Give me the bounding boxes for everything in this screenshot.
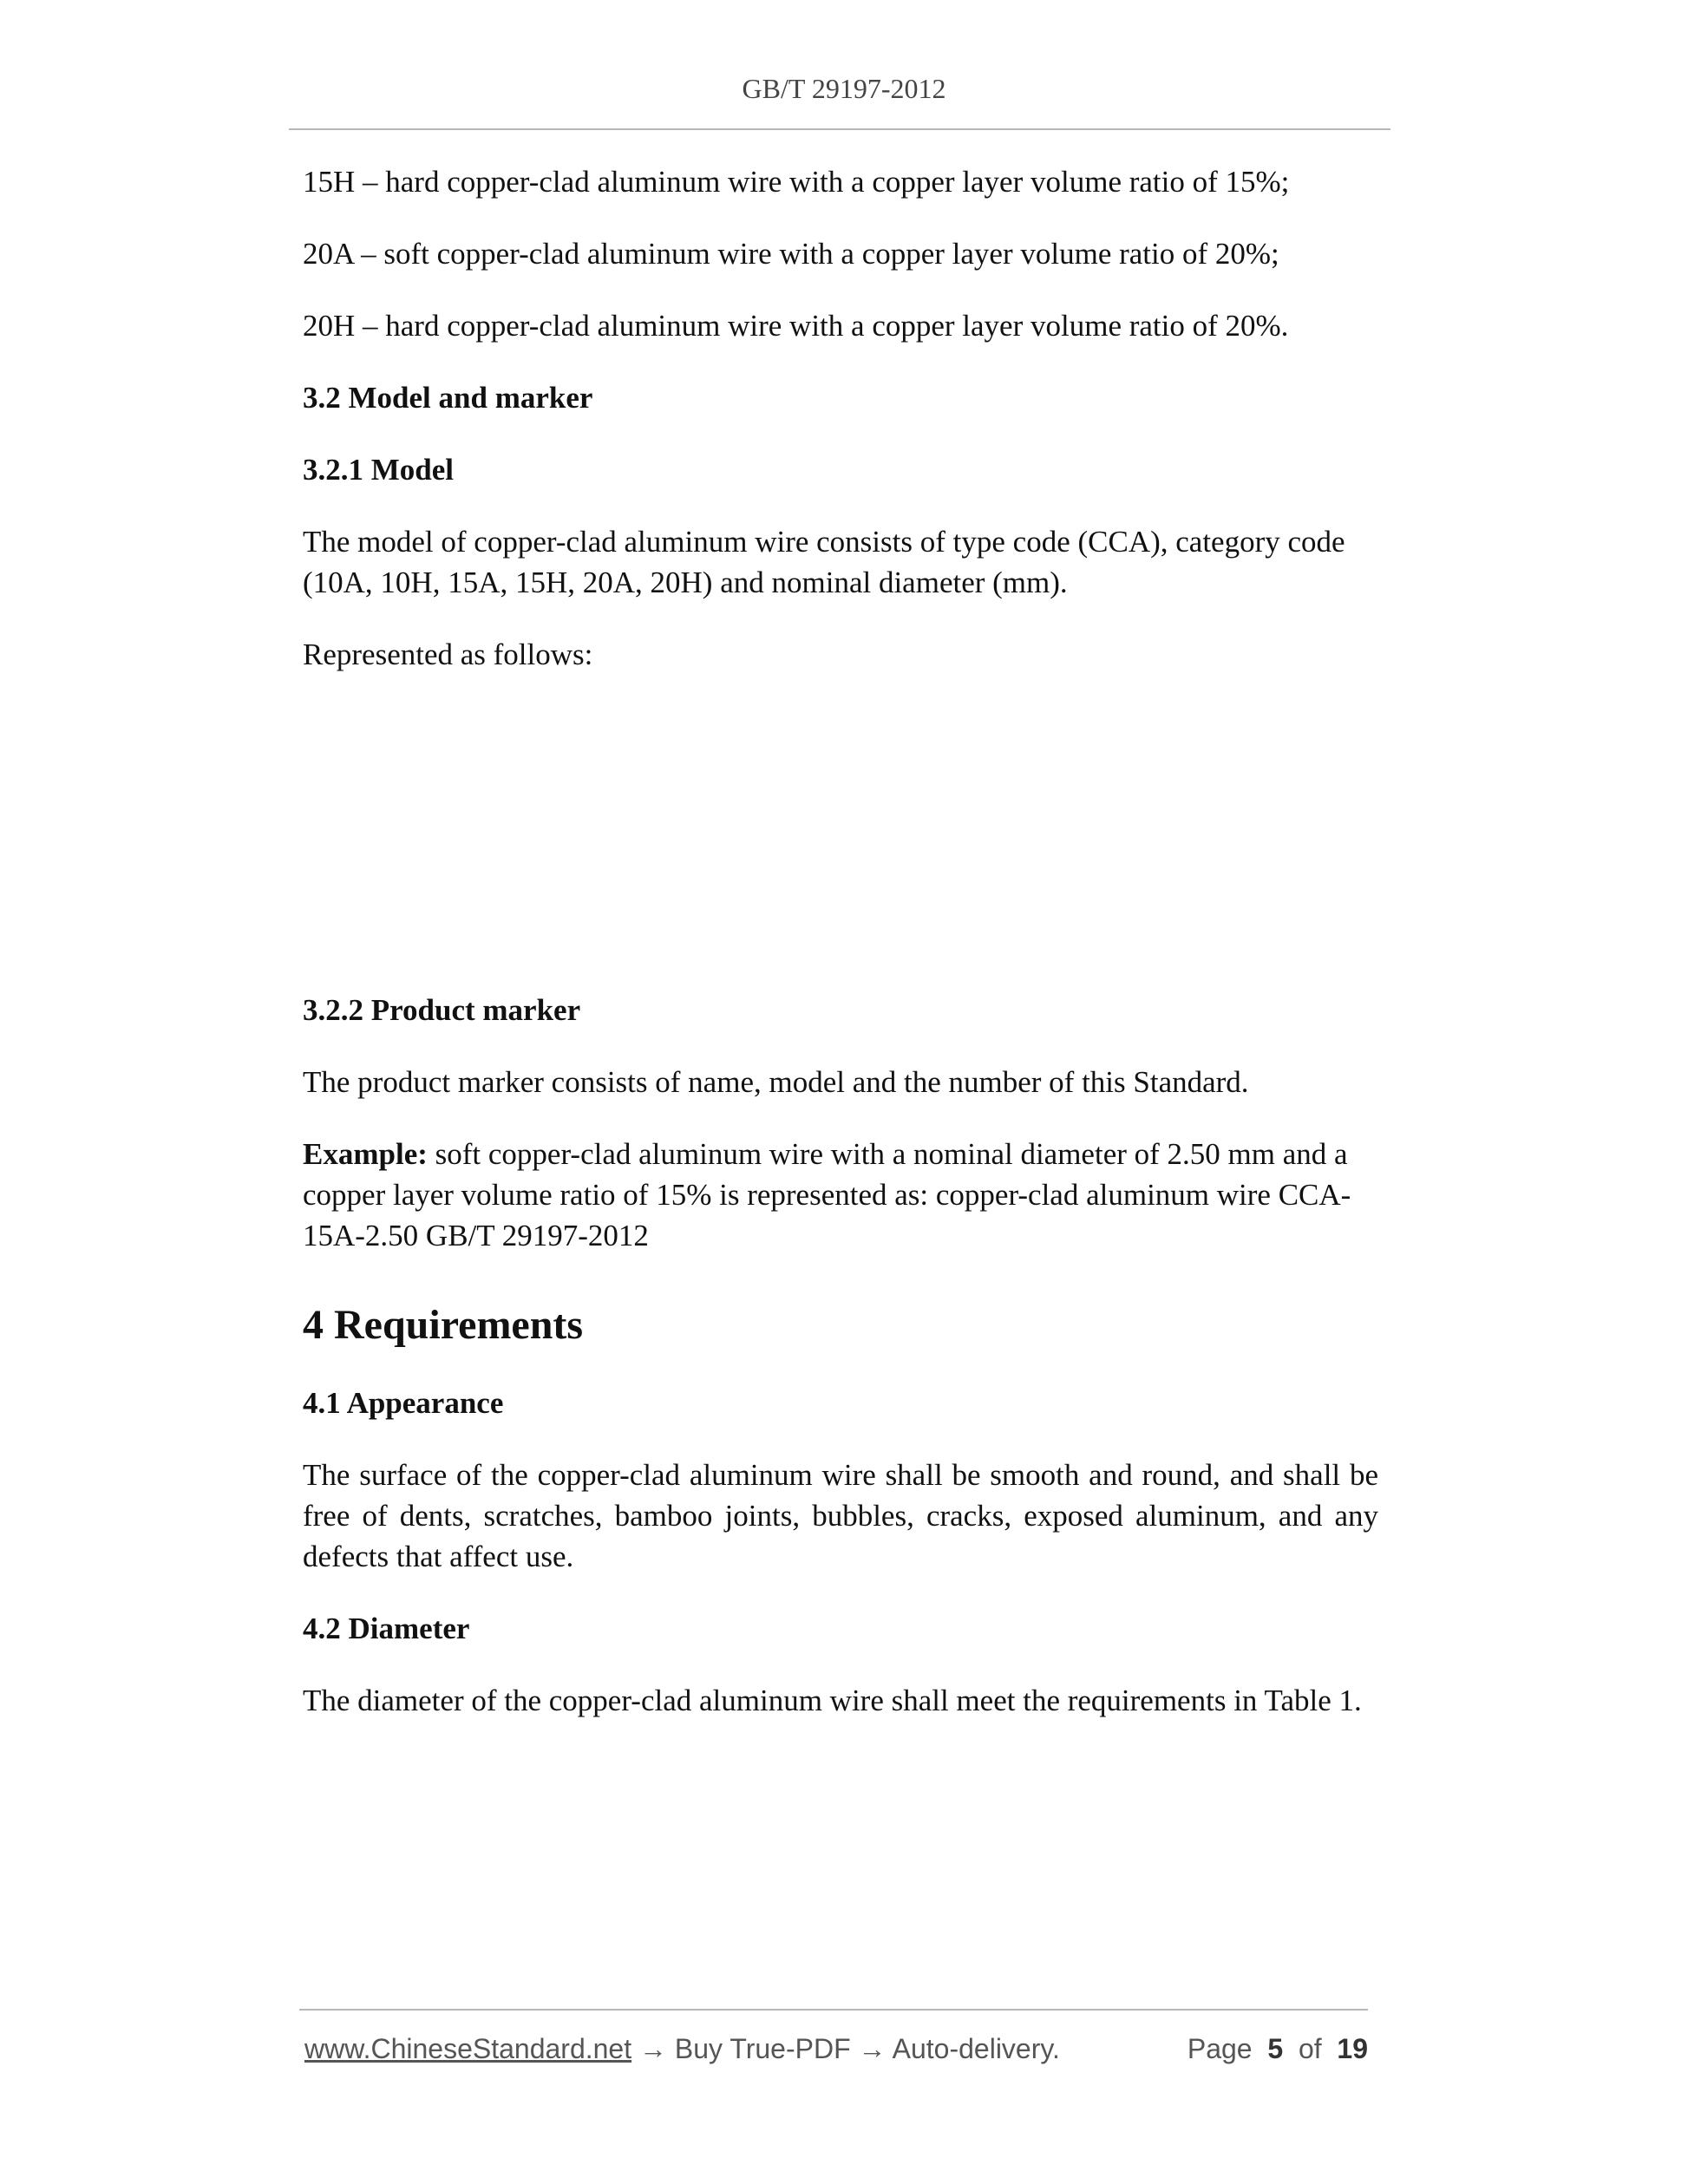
category-20a-line: 20A – soft copper-clad aluminum wire with a copper layer volume ratio of 20%; — [303, 237, 1279, 271]
represented-paragraph: Represented as follows: — [303, 638, 593, 671]
model-paragraph: The model of copper-clad aluminum wire consists of type code (CCA), category code (10A, 10H, 15A, 15H, 20A, 20H) and nominal diameter (mm). — [303, 525, 1345, 599]
footer-promo — [304, 2030, 1060, 2068]
section-heading-4-1: 4.1 Appearance — [303, 1386, 504, 1420]
diameter-paragraph: The diameter of the copper-clad aluminum wire shall meet the requirements in Table 1. — [303, 1684, 1362, 1717]
running-header: GB/T 29197-2012 — [742, 73, 946, 104]
section-heading-3-2-2: 3.2.2 Product marker — [303, 993, 581, 1027]
category-20h-line: 20H – hard copper-clad aluminum wire with a copper layer volume ratio of 20%. — [303, 309, 1289, 343]
example-label: Example: — [303, 1137, 428, 1171]
page-content — [303, 161, 1378, 1752]
section-heading-4-2: 4.2 Diameter — [303, 1612, 470, 1645]
website-link[interactable]: www.ChineseStandard.net — [304, 2033, 632, 2064]
section-heading-3-2-1: 3.2.1 Model — [303, 453, 455, 487]
section-heading-3-2: 3.2 Model and marker — [303, 381, 593, 415]
example-paragraph — [303, 1134, 1378, 1256]
page-footer — [304, 2030, 1368, 2068]
category-15h-line: 15H – hard copper-clad aluminum wire with a copper layer volume ratio of 15%; — [303, 165, 1290, 199]
example-text: soft copper-clad aluminum wire with a nominal diameter of 2.50 mm and a copper layer volume ratio of 15% is represented as: copper-clad aluminum wire CCA-15A-2.50 GB/T 29197-2012 — [303, 1137, 1351, 1252]
page-total: 19 — [1337, 2033, 1368, 2064]
footer-divider — [299, 2009, 1368, 2011]
marker-paragraph: The product marker consists of name, model and the number of this Standard. — [303, 1065, 1249, 1099]
of-label: of — [1298, 2033, 1322, 2064]
model-figure-placeholder — [303, 706, 1378, 990]
footer-promo-text: → Buy True-PDF → Auto-delivery. — [631, 2033, 1060, 2064]
page-label: Page — [1187, 2033, 1253, 2064]
page-number: 5 — [1267, 2033, 1284, 2064]
page-counter — [1187, 2030, 1368, 2068]
section-heading-4: 4 Requirements — [303, 1302, 584, 1348]
header-divider — [289, 128, 1390, 130]
appearance-paragraph: The surface of the copper-clad aluminum wire shall be smooth and round, and shall be free of dents, scratches, bamboo joints, bubbles, cracks, exposed aluminum, and any defects that affect use. — [303, 1458, 1378, 1573]
